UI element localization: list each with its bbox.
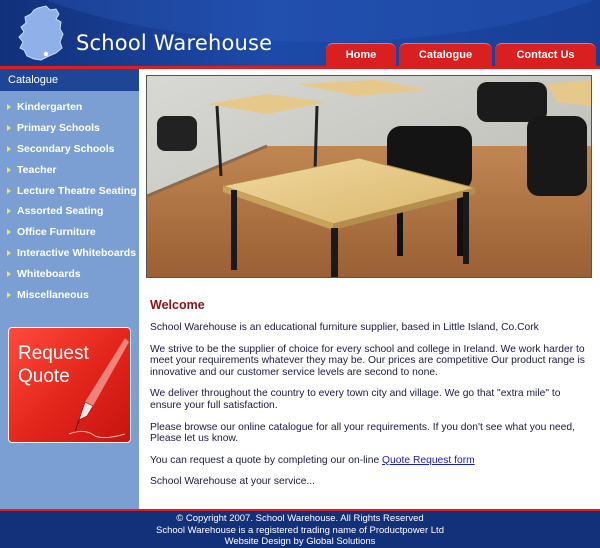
arrow-bullet-icon	[7, 125, 11, 131]
arrow-bullet-icon	[7, 229, 11, 235]
sidebar-item-whiteboards[interactable]	[0, 263, 139, 284]
fountain-pen-icon	[65, 336, 131, 440]
sidebar-item-label: Assorted Seating	[17, 205, 104, 218]
ireland-map-icon[interactable]	[16, 4, 70, 62]
sidebar-item-label: Primary Schools	[17, 122, 100, 135]
sidebar-item-teacher[interactable]	[0, 159, 139, 180]
sidebar-item-label: Secondary Schools	[17, 142, 115, 155]
catalogue-menu	[0, 91, 139, 305]
sidebar-heading: Catalogue	[0, 69, 139, 91]
design-credit-link[interactable]: Website Design by Global Solutions	[224, 536, 376, 547]
main-content	[150, 298, 592, 498]
delivery-paragraph: We deliver throughout the country to every town city and village. We go that "extra mile" to ensure your full satisfaction.	[150, 388, 561, 411]
arrow-bullet-icon	[7, 188, 11, 194]
sidebar-item-label: Lecture Theatre Seating	[17, 184, 137, 197]
copyright-text: © Copyright 2007. School Warehouse. All Rights Reserved	[176, 513, 424, 524]
mission-paragraph: We strive to be the supplier of choice for every school and college in Ireland. We work harder to meet your requirements whatever they may be. Our prices are competitive Our product range is innovative and our customer service levels are second to none.	[150, 343, 585, 378]
main-nav	[326, 43, 596, 66]
sidebar-item-interactive-whiteboards[interactable]	[0, 243, 139, 264]
sidebar-item-label: Interactive Whiteboards	[17, 246, 137, 259]
classroom-desk-photo	[146, 75, 592, 278]
quote-line-2: Quote	[18, 366, 70, 387]
site-header	[0, 0, 600, 66]
sidebar-item-secondary-schools[interactable]	[0, 139, 139, 160]
sidebar	[0, 69, 139, 509]
sidebar-item-kindergarten[interactable]	[0, 97, 139, 118]
sidebar-item-label: Kindergarten	[17, 101, 83, 114]
site-footer	[0, 509, 600, 548]
sidebar-item-label: Office Furniture	[17, 226, 96, 239]
sidebar-item-primary-schools[interactable]	[0, 118, 139, 139]
quote-request-form-link[interactable]: Quote Request form	[382, 454, 475, 466]
nav-tab-home[interactable]: Home	[326, 43, 396, 66]
quote-paragraph	[150, 455, 592, 467]
sidebar-item-lecture-theatre-seating[interactable]	[0, 180, 139, 201]
nav-tab-catalogue[interactable]: Catalogue	[399, 43, 492, 66]
intro-paragraph: School Warehouse is an educational furniture supplier, based in Little Island, Co.Cork	[150, 322, 539, 333]
classroom-photo-drawing	[147, 76, 592, 278]
arrow-bullet-icon	[7, 250, 11, 256]
quote-line-1: Request	[18, 343, 89, 364]
arrow-bullet-icon	[7, 167, 11, 173]
browse-paragraph: Please browse our online catalogue for all your requirements. If you don't see what you need, Please let us know.	[150, 421, 575, 445]
sidebar-item-assorted-seating[interactable]	[0, 201, 139, 222]
sidebar-item-office-furniture[interactable]	[0, 222, 139, 243]
nav-tab-contact-us[interactable]: Contact Us	[495, 43, 596, 66]
sidebar-item-miscellaneous[interactable]	[0, 284, 139, 305]
sidebar-item-label: Miscellaneous	[17, 288, 89, 301]
quote-paragraph-text: You can request a quote by completing our on-line	[150, 454, 383, 466]
sidebar-item-label: Teacher	[17, 163, 57, 176]
welcome-heading: Welcome	[150, 298, 205, 312]
arrow-bullet-icon	[7, 104, 11, 110]
arrow-bullet-icon	[7, 271, 11, 277]
trading-name-text: School Warehouse is a registered trading name of Productpower Ltd	[156, 524, 444, 536]
request-quote-banner[interactable]	[8, 327, 131, 443]
arrow-bullet-icon	[7, 146, 11, 152]
closing-paragraph: School Warehouse at your service...	[150, 476, 316, 488]
arrow-bullet-icon	[7, 208, 11, 214]
site-title[interactable]: School Warehouse	[76, 31, 273, 55]
sidebar-item-label: Whiteboards	[17, 267, 81, 280]
arrow-bullet-icon	[7, 292, 11, 298]
